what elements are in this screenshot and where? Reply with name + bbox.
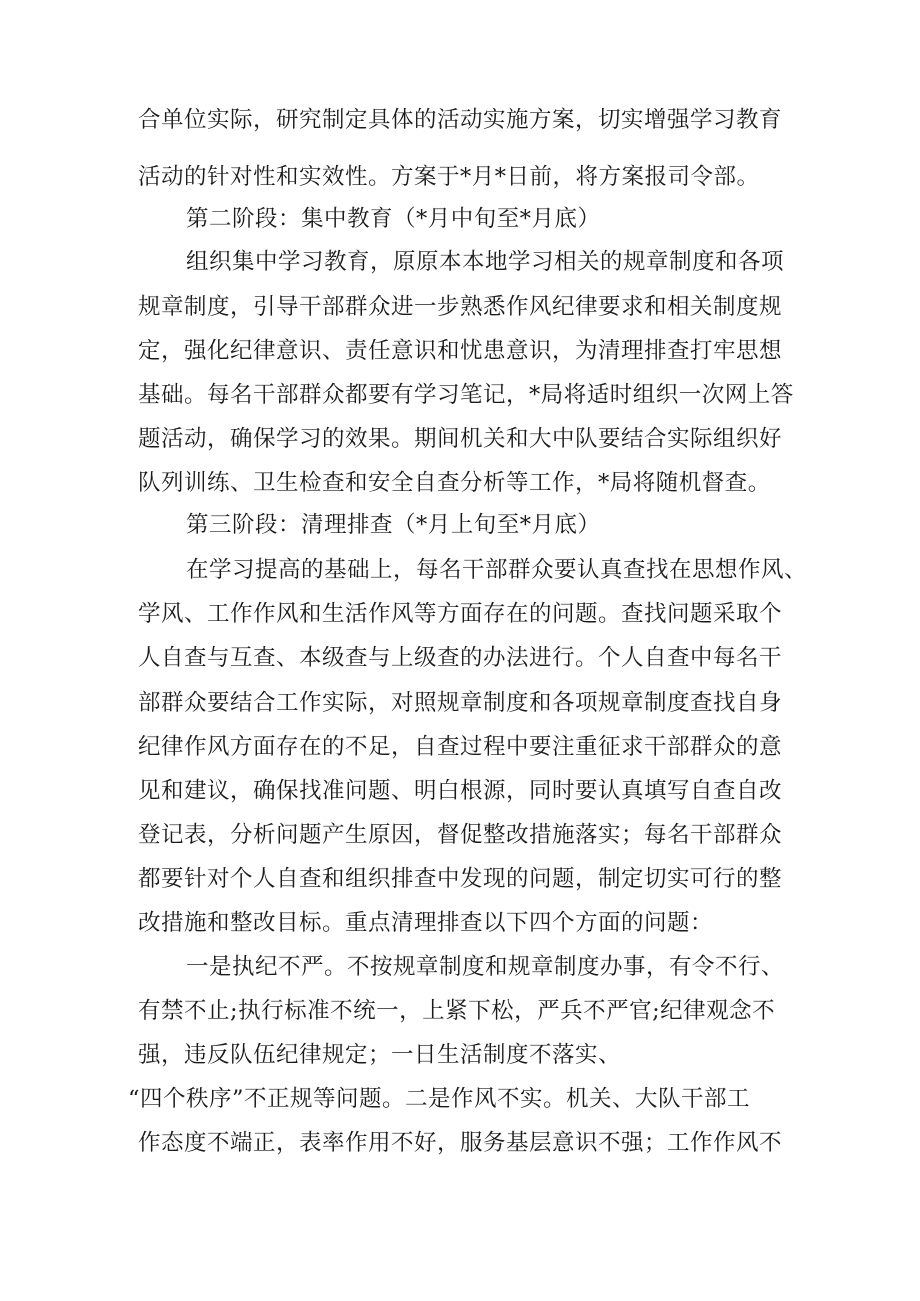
text-line-14: 部群众要结合工作实际，对照规章制度和各项规章制度查找自身 xyxy=(138,690,783,716)
text-line-22: 强，违反队伍纪律规定；一日生活制度不落实、 xyxy=(138,1042,622,1068)
text-line-24: 作态度不端正，表率作用不好，服务基层意识不强；工作作风不 xyxy=(138,1130,783,1156)
text-line-2: 活动的针对性和实效性。方案于*月*日前，将方案报司令部。 xyxy=(138,164,760,190)
text-line-9: 队列训练、卫生检查和安全自查分析等工作，*局将随机督查。 xyxy=(138,470,771,496)
text-line-5: 规章制度，引导干部群众进一步熟悉作风纪律要求和相关制度规 xyxy=(138,294,783,320)
text-line-12: 学风、工作作风和生活作风等方面存在的问题。查找问题采取个 xyxy=(138,601,783,627)
text-line-21: 有禁不止;执行标准不统一，上紧下松，严兵不严官;纪律观念不 xyxy=(138,998,776,1024)
section-heading-stage-three: 第三阶段：清理排查（*月上旬至*月底） xyxy=(186,512,601,538)
section-heading-stage-two: 第二阶段：集中教育（*月中旬至*月底） xyxy=(186,206,601,232)
text-line-19: 改措施和整改目标。重点清理排查以下四个方面的问题： xyxy=(138,910,714,936)
text-line-8: 题活动，确保学习的效果。期间机关和大中队要结合实际组织好 xyxy=(138,426,783,452)
text-line-23: “四个秩序”不正规等问题。二是作风不实。机关、大队干部工 xyxy=(128,1086,751,1112)
text-line-11: 在学习提高的基础上，每名干部群众要认真查找在思想作风、 xyxy=(186,557,808,583)
text-line-6: 定，强化纪律意识、责任意识和忧患意识，为清理排查打牢思想 xyxy=(138,338,783,364)
text-line-7: 基础。每名干部群众都要有学习笔记，*局将适时组织一次网上答 xyxy=(138,382,794,408)
text-line-17: 登记表，分析问题产生原因，督促整改措施落实；每名干部群众 xyxy=(138,822,783,848)
text-line-20: 一是执纪不严。不按规章制度和规章制度办事，有令不行、 xyxy=(186,954,785,980)
text-line-18: 都要针对个人自查和组织排查中发现的问题，制定切实可行的整 xyxy=(138,866,783,892)
text-line-1: 合单位实际，研究制定具体的活动实施方案，切实增强学习教育 xyxy=(138,107,783,133)
text-line-4: 组织集中学习教育，原原本本地学习相关的规章制度和各项 xyxy=(186,249,785,275)
text-line-15: 纪律作风方面存在的不足，自查过程中要注重征求干部群众的意 xyxy=(138,734,783,760)
text-line-16: 见和建议，确保找准问题、明白根源，同时要认真填写自查自改 xyxy=(138,778,783,804)
text-line-13: 人自查与互查、本级查与上级查的办法进行。个人自查中每名干 xyxy=(138,645,783,671)
